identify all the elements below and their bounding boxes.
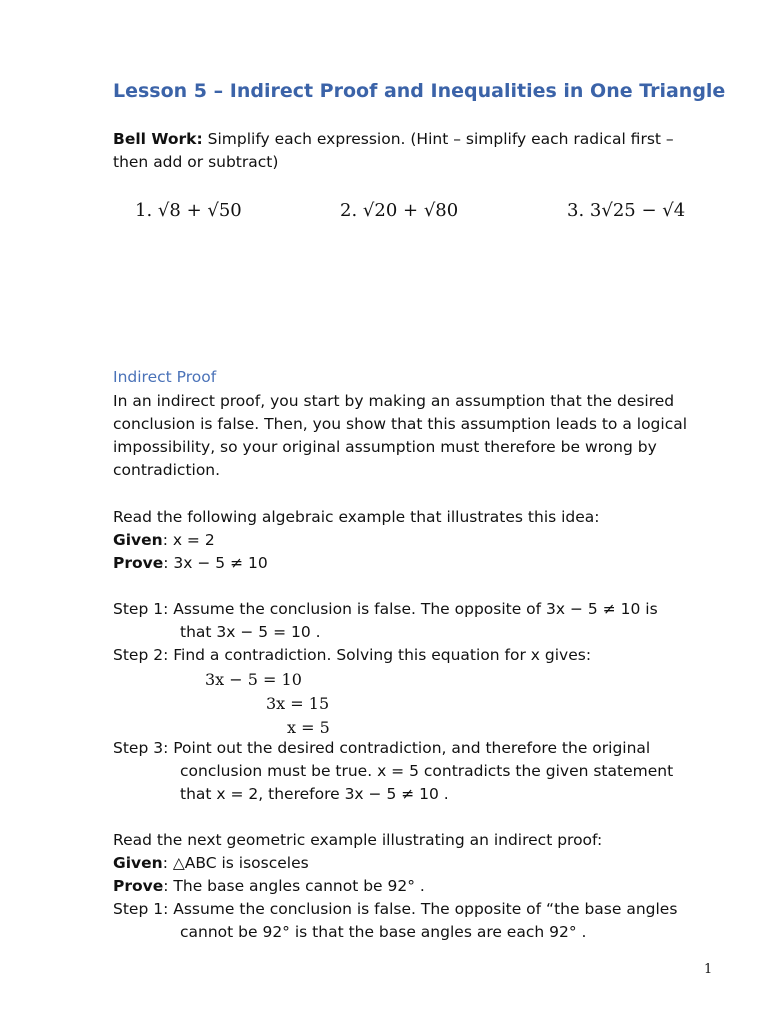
algebraic-step3-line3: that x = 2, therefore 3x − 5 ≠ 10 . bbox=[180, 785, 449, 803]
indirect-proof-para-line3: impossibility, so your original assumption must therefore be wrong by bbox=[113, 438, 657, 456]
problem-1-expression: √8 + √50 bbox=[157, 200, 242, 221]
geo-given-label: Given bbox=[113, 854, 163, 872]
problem-1-number: 1. bbox=[135, 200, 153, 221]
geometric-step1-line2: cannot be 92° is that the base angles are each 92° . bbox=[180, 923, 587, 941]
problem-2 bbox=[340, 200, 458, 221]
bell-work-label: Bell Work: bbox=[113, 130, 203, 148]
problem-3-number: 3. bbox=[567, 200, 585, 221]
algebraic-step3-line1: Step 3: Point out the desired contradiction, and therefore the original bbox=[113, 739, 651, 757]
equation-line-1: 3x − 5 = 10 bbox=[205, 670, 302, 689]
problem-3 bbox=[567, 200, 685, 221]
algebraic-step2: Step 2: Find a contradiction. Solving this equation for x gives: bbox=[113, 646, 592, 664]
geometric-step1-line1: Step 1: Assume the conclusion is false. The opposite of “the base angles bbox=[113, 900, 678, 918]
problem-1 bbox=[135, 200, 242, 221]
page-number: 1 bbox=[704, 962, 713, 977]
equation-line-2: 3x = 15 bbox=[266, 694, 330, 713]
indirect-proof-para-line1: In an indirect proof, you start by making an assumption that the desired bbox=[113, 392, 675, 410]
equation-line-3: x = 5 bbox=[287, 718, 330, 737]
bell-work-line1 bbox=[113, 128, 674, 151]
bell-work-line2: then add or subtract) bbox=[113, 153, 279, 171]
algebraic-prove bbox=[113, 552, 268, 575]
algebraic-step1-line1: Step 1: Assume the conclusion is false. The opposite of 3x − 5 ≠ 10 is bbox=[113, 600, 658, 618]
given-label: Given bbox=[113, 531, 163, 549]
problem-2-number: 2. bbox=[340, 200, 358, 221]
prove-label: Prove bbox=[113, 554, 164, 572]
problem-3-expression: 3√25 − √4 bbox=[589, 200, 686, 221]
geo-prove-label: Prove bbox=[113, 877, 164, 895]
geometric-prove bbox=[113, 875, 425, 898]
page-title: Lesson 5 – Indirect Proof and Inequalities in One Triangle bbox=[113, 80, 726, 102]
algebraic-step1-line2: that 3x − 5 = 10 . bbox=[180, 623, 321, 641]
indirect-proof-para-line4: contradiction. bbox=[113, 461, 221, 479]
algebraic-given bbox=[113, 529, 215, 552]
indirect-proof-heading: Indirect Proof bbox=[113, 368, 217, 386]
prove-statement: : 3x − 5 ≠ 10 bbox=[163, 554, 268, 572]
algebraic-intro: Read the following algebraic example that illustrates this idea: bbox=[113, 508, 600, 526]
indirect-proof-para-line2: conclusion is false. Then, you show that this assumption leads to a logical bbox=[113, 415, 688, 433]
given-statement: : x = 2 bbox=[162, 531, 215, 549]
geometric-given bbox=[113, 852, 309, 875]
geo-given-statement: : △ABC is isosceles bbox=[162, 854, 309, 872]
problem-2-expression: √20 + √80 bbox=[362, 200, 459, 221]
geometric-intro: Read the next geometric example illustrating an indirect proof: bbox=[113, 831, 603, 849]
bell-work-instructions: Simplify each expression. (Hint – simplify each radical first – bbox=[202, 130, 674, 148]
algebraic-step3-line2: conclusion must be true. x = 5 contradicts the given statement bbox=[180, 762, 674, 780]
geo-prove-statement: : The base angles cannot be 92° . bbox=[163, 877, 425, 895]
